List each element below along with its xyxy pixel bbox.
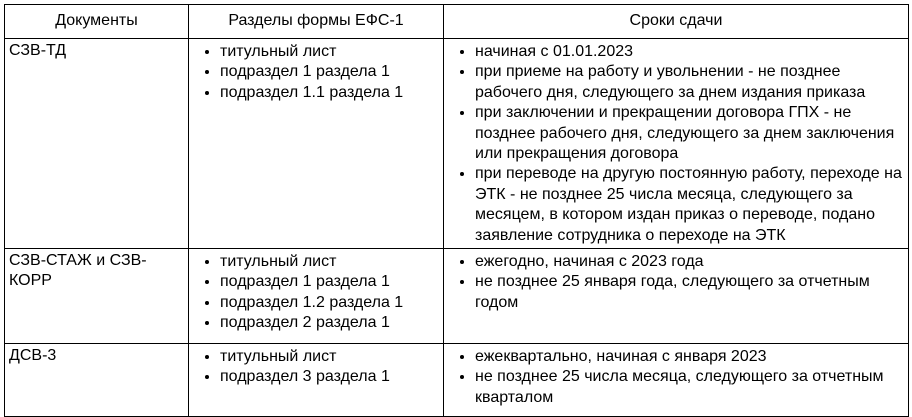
sections-list	[193, 251, 439, 334]
document-name: СЗВ-СТАЖ и СЗВ-КОРР	[5, 249, 189, 344]
bullet-item: • при переводе на другую постоянную работу, переходе на ЭТК - не позднее 25 числа месяца, следующего за месяцем, в котором издан приказ о переводе, подано заявление сотрудника о переходе на ЭТК	[475, 164, 904, 246]
table-row-szv-td	[5, 39, 909, 249]
bullet-item: • титульный лист	[220, 347, 439, 367]
document-name: ДСВ-3	[5, 344, 189, 417]
sections-list	[193, 346, 439, 388]
header-documents: Документы	[5, 5, 189, 39]
bullet-item: • титульный лист	[220, 252, 439, 272]
bullet-item: • ежеквартально, начиная с января 2023	[475, 347, 904, 367]
bullet-item: • титульный лист	[220, 42, 439, 62]
sections-cell	[189, 249, 444, 344]
bullet-item: • подраздел 1 раздела 1	[220, 62, 439, 82]
efs1-deadlines-table	[4, 4, 909, 417]
bullet-item: • подраздел 1.1 раздела 1	[220, 83, 439, 103]
deadlines-list	[448, 41, 904, 246]
sections-list	[193, 41, 439, 103]
sections-cell	[189, 39, 444, 249]
bullet-item: • подраздел 2 раздела 1	[220, 313, 439, 333]
deadlines-cell	[444, 39, 909, 249]
header-form-sections: Разделы формы ЕФС-1	[189, 5, 444, 39]
deadlines-list	[448, 346, 904, 408]
bullet-item: • подраздел 1.2 раздела 1	[220, 293, 439, 313]
bullet-item: • при заключении и прекращении договора ГПХ - не позднее рабочего дня, следующего за днем заключения или прекращения договора	[475, 103, 904, 164]
bullet-item: • при приеме на работу и увольнении - не позднее рабочего дня, следующего за днем издания приказа	[475, 62, 904, 103]
deadlines-cell	[444, 344, 909, 417]
table-row-szv-stazh-korr	[5, 249, 909, 344]
table-row-dsv-3	[5, 344, 909, 417]
bullet-item: • подраздел 1 раздела 1	[220, 272, 439, 292]
bullet-item: • не позднее 25 числа месяца, следующего за отчетным кварталом	[475, 367, 904, 408]
document-name: СЗВ-ТД	[5, 39, 189, 249]
header-row	[5, 5, 909, 39]
deadlines-cell	[444, 249, 909, 344]
bullet-item: • подраздел 3 раздела 1	[220, 367, 439, 387]
sections-cell	[189, 344, 444, 417]
bullet-item: • ежегодно, начиная с 2023 года	[475, 252, 904, 272]
deadlines-list	[448, 251, 904, 313]
bullet-item: • начиная с 01.01.2023	[475, 42, 904, 62]
header-deadlines: Сроки сдачи	[444, 5, 909, 39]
bullet-item: • не позднее 25 января года, следующего за отчетным годом	[475, 272, 904, 313]
